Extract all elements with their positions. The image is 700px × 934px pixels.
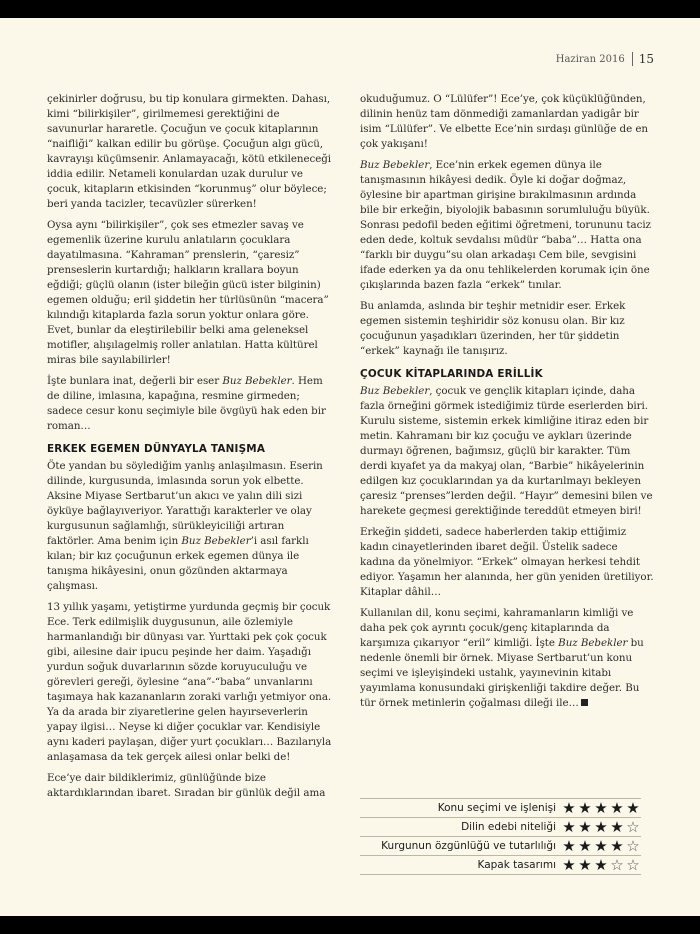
paragraph: okuduğumuz. O “Lülüfer”! Ece’ye, çok küçüklüğünden, dilinin henüz tam dönmediği zamanlardan yadigâr bir isim “Lülüfer”. Ve elbette Ece’nin sırdaşı günlüğe de en çok yakışanı! [360,93,648,150]
star-filled-icon: ★ [578,856,592,874]
paragraph: Öte yandan bu söylediğim yanlış anlaşılmasın. Eserin dilinde, kurgusunda, imlasında sorun yok elbette. Aksine Miyase Sertbarut’un akıcı ve yalın dili sizi öyküye bağlayıveriyor. Yarattığı karakterler ve olay kurgusunun sağlamlığı, sürükleyiciliği artıran faktörler. Ama benim için Buz Bebekler’i asıl farklı kılan; bir kız çocuğunun erkek egemen dünya ile tanışma hikâyesini, onun gözünden aktarmaya çalışması. [47,460,323,592]
star-filled-icon: ★ [610,837,624,855]
bottom-bar [0,916,700,934]
star-empty-icon: ☆ [626,818,640,836]
star-rating [561,819,641,835]
issue-date: Haziran 2016 [555,53,625,65]
star-filled-icon: ★ [594,856,608,874]
rating-row [360,837,641,856]
section-heading: ERKEK EGEMEN DÜNYAYLA TANIŞMA [47,443,266,455]
top-bar [0,0,700,18]
rating-label: Kurgunun özgünlüğü ve tutarlılığı [381,840,556,852]
rating-row [360,856,641,875]
section-heading: ÇOCUK KİTAPLARINDA ERİLLİK [360,368,543,380]
paragraph: Oysa aynı “bilirkişiler”, çok ses etmezler savaş ve egemenlik üzerine kurulu anlatıların çocuklara dayatılmasına. “Kahraman” prenslerin, “çaresiz” prenseslerin kurtardığı; halkların krallara boyun eğdiği; güçlü olanın (ister bileğin gücü ister bilginin) egemen olduğu; eril şiddetin her türlüsünün “macera” kılındığı kitaplarda fazla sorun yoktur onlara göre. Evet, bunlar da eleştirilebilir belki ama geleneksel motifler, alışılagelmiş roller anlatılan. Hatta kültürel miras bile sayılabilirler! [47,219,329,366]
star-filled-icon: ★ [578,837,592,855]
rating-row [360,798,641,818]
star-filled-icon: ★ [578,799,592,817]
paragraph: Kullanılan dil, konu seçimi, kahramanların kimliği ve daha pek çok ayrıntı çocuk/genç kitaplarında da karşımıza çıkarıyor “eril” kimliği. İşte Buz Bebekler bu nedenle önemli bir örnek. Miyase Sertbarut’un konu seçimi ve işleyişindeki ustalık, yayınevinin kitabı yayımlama konusundaki girişkenliği takdire değer. Bu tür örnek metinlerin çoğalması dileği ile… [360,607,644,709]
page-number: 15 [638,52,654,66]
rating-row [360,818,641,837]
star-rating [561,800,641,816]
star-filled-icon: ★ [594,799,608,817]
rating-label: Kapak tasarımı [477,859,556,871]
left-column [47,92,333,807]
star-filled-icon: ★ [594,818,608,836]
star-filled-icon: ★ [594,837,608,855]
book-title: Buz Bebekler [360,385,430,397]
header-divider [632,52,633,66]
paragraph: Erkeğin şiddeti, sadece haberlerden takip ettiğimiz kadın cinayetlerinden ibaret değil. Üstelik sadece kadına da yönelmiyor. “Erkek” olmayan herkesi tehdit ediyor. Yaşamın her alanında, her gün yeniden üretiliyor. Kitaplar dâhil… [360,526,654,598]
star-rating [561,857,641,873]
star-filled-icon: ★ [562,856,576,874]
paragraph: Ece’ye dair bildiklerimiz, günlüğünde bize aktardıklarından ibaret. Sıradan bir günlük değil ama [47,772,326,799]
paragraph: çekinirler doğrusu, bu tip konulara girmekten. Dahası, kimi “bilirkişiler”, girilmemesi gerektiğini de savunurlar hararetle. Çocuğun ve çocuk kitaplarının “naifliği” kalkan edilir bu görüşe. Çocuğun algı gücü, kavrayışı küçümsenir. Anlamayacağı, kötü etkileneceği iddia edilir. Netameli konulardan uzak durulur ve çocuk, kitapların etkisinden “korunmuş” olur böylece; beri yanda tacizler, tecavüzler sürerken! [47,93,332,210]
rating-label: Dilin edebi niteliği [461,821,556,833]
book-title: Buz Bebekler [558,637,628,649]
star-filled-icon: ★ [562,837,576,855]
paragraph: Buz Bebekler, Ece’nin erkek egemen dünya ile tanışmasının hikâyesi dedik. Öyle ki doğar doğmaz, öylesine bir apartman girişine bırakılmasının ardında bile bir erkeğin, biyolojik babasının sorumluluğu büyük. Sonrası pedofil beden eğitimi öğretmeni, torununu taciz eden dede, koltuk sevdalısı müdür “baba”… Hatta ona “farklı bir duygu”su olan arkadaşı Cem bile, sevgisini ifade ederken ya da onu tehlikelerden korumak için öne çıkışlarında bazen fazla “erkek” tınılar. [360,159,651,291]
star-rating [561,838,641,854]
star-filled-icon: ★ [610,799,624,817]
right-column [360,92,654,717]
page-header [556,52,654,66]
star-empty-icon: ☆ [610,856,624,874]
star-filled-icon: ★ [610,818,624,836]
book-title: Buz Bebekler [360,159,430,171]
paragraph: Buz Bebekler, çocuk ve gençlik kitapları içinde, daha fazla örneğini görmek istediğimiz türde eserlerden biri. Kurulu sisteme, sistemin erkek kimliğine itiraz eden bir metin. Kahramanı bir kız çocuğu ve aykları üzerinde durmayı öğrenen, bağımsız, güçlü bir karakter. Tüm derdi kıyafet ya da makyaj olan, “Barbie” hikâyelerinin edilgen kız çocuklarından ya da kurtarılmayı bekleyen çaresiz “prenses”lerden değil. “Hayır” demesini bilen ve harekete geçmesi gerektiğinde tereddüt etmeyen biri! [360,385,653,517]
star-filled-icon: ★ [626,799,640,817]
book-title: Buz Bebekler [222,375,292,387]
paragraph: 13 yıllık yaşamı, yetiştirme yurdunda geçmiş bir çocuk Ece. Terk edilmişlik duygusunun, aile özlemiyle harmanlandığı bir dünyası var. Yurttaki pek çok çocuk gibi, ailesine dair ipucu peşinde her daim. Yaşadığı yurdun soğuk duvarlarının sözde koruyuculuğu ve görevleri gereği, öylesine “ana”-“baba” unvanlarını taşımaya hak kazananların zoraki varlığı yetmiyor ona. Ya da arada bir ziyaretlerine gelen hayırseverlerin yapay ilgisi… Neyse ki diğer çocuklar var. Kendisiyle aynı kaderi paylaşan, diğer yurt çocukları… Bazılarıyla anlaşamasa da tek gerçek ailesi onlar belki de! [47,601,332,763]
star-empty-icon: ☆ [626,856,640,874]
star-filled-icon: ★ [562,799,576,817]
star-empty-icon: ☆ [626,837,640,855]
rating-label: Konu seçimi ve işlenişi [437,802,556,814]
rating-table [360,798,641,875]
book-title: Buz Bebekler [181,535,251,547]
star-filled-icon: ★ [562,818,576,836]
paragraph: İşte bunlara inat, değerli bir eser Buz Bebekler. Hem de diline, imlasına, kapağına, resmine girmeden; sadece cesur konu seçimiyle bile övgüyü hak eden bir roman… [47,375,326,432]
star-filled-icon: ★ [578,818,592,836]
paragraph: Bu anlamda, aslında bir teşhir metnidir eser. Erkek egemen sistemin teşhiridir söz konusu olan. Bir kız çocuğunun yaşadıkları üzerinden, her tür şiddetin “erkek” kaynağı ile tanışırız. [360,300,626,357]
end-mark-icon [581,699,588,706]
